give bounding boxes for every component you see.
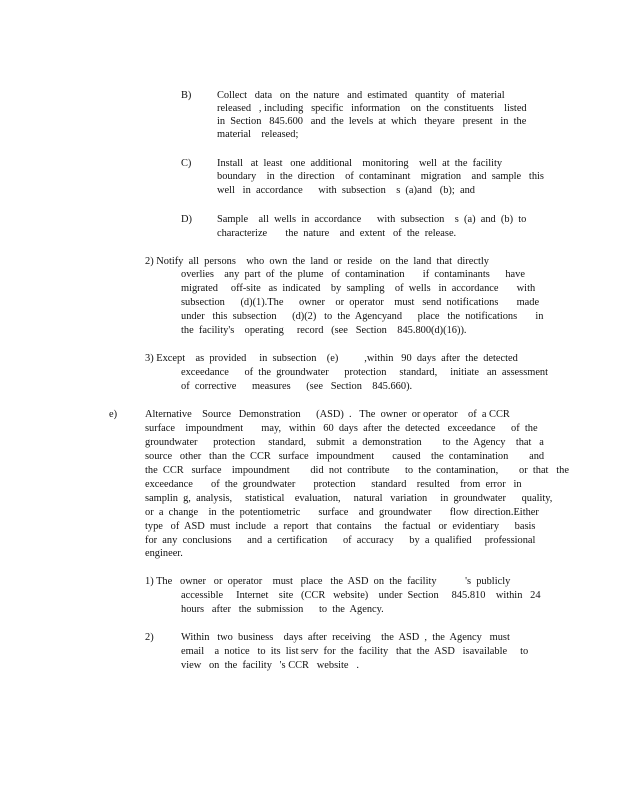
text-line: source other than the CCR surface impoundment caused the contamination and <box>145 451 545 462</box>
text-line: Install at least one additional monitoring well at the facility <box>217 158 503 169</box>
item-asd-2-label: 2) <box>145 632 154 643</box>
text-line: 3) Except as provided in subsection (e) ,within 90 days after the detected <box>145 353 518 364</box>
text-line: under this subsection (d)(2) to the Agencyand place the notifications in <box>181 311 544 322</box>
text-line: 1) The owner or operator must place the ASD on the facility 's publicly <box>145 576 511 587</box>
text-line: exceedance of the groundwater protection standard resulted from error in <box>145 479 522 490</box>
text-line: groundwater protection standard, submit a demonstration to the Agency that a <box>145 437 544 448</box>
text-line: Within two business days after receiving the ASD , the Agency must <box>181 632 510 643</box>
text-line: boundary in the direction of contaminant migration and sample this <box>217 171 544 182</box>
text-line: of corrective measures (see Section 845.660). <box>181 381 413 392</box>
text-line: well in accordance with subsection s (a)and (b); and <box>217 185 475 196</box>
text-line: exceedance of the groundwater protection standard, initiate an assessment <box>181 367 549 378</box>
text-line: hours after the submission to the Agency. <box>181 604 384 615</box>
item-b-label: B) <box>181 90 192 101</box>
text-line: migrated off-site as indicated by sampling of wells in accordance with <box>181 283 536 294</box>
text-line: subsection (d)(1).The owner or operator must send notifications made <box>181 297 540 308</box>
text-line: characterize the nature and extent of the release. <box>217 228 457 239</box>
text-line: the CCR surface impoundment did not contribute to the contamination, or that the <box>145 465 569 476</box>
text-line: released , including specific information on the constituents listed <box>217 103 527 114</box>
text-line: or a change in the potentiometric surface and groundwater flow direction.Either <box>145 507 539 518</box>
text-line: material released; <box>217 129 299 140</box>
text-line: view on the facility 's CCR website . <box>181 660 359 671</box>
text-line: email a notice to its list serv for the facility that the ASD isavailable to <box>181 646 529 657</box>
text-line: surface impoundment may, within 60 days after the detected exceedance of the <box>145 423 538 434</box>
text-line: type of ASD must include a report that contains the factual or evidentiary basis <box>145 521 536 532</box>
text-line: for any conclusions and a certification of accuracy by a qualified professional <box>145 535 536 546</box>
text-line: 2) Notify all persons who own the land or reside on the land that directly <box>145 256 489 267</box>
text-line: engineer. <box>145 548 183 559</box>
text-line: Collect data on the nature and estimated quantity of material <box>217 90 505 101</box>
item-d-label: D) <box>181 214 192 225</box>
text-line: Alternative Source Demonstration (ASD) . The owner or operator of a CCR <box>145 409 510 420</box>
text-line: the facility's operating record (see Section 845.800(d)(16)). <box>181 325 467 336</box>
item-c-label: C) <box>181 158 192 169</box>
text-line: in Section 845.600 and the levels at which theyare present in the <box>217 116 527 127</box>
text-line: Sample all wells in accordance with subsection s (a) and (b) to <box>217 214 527 225</box>
text-line: accessible Internet site (CCR website) under Section 845.810 within 24 <box>181 590 541 601</box>
item-e-label: e) <box>109 409 118 420</box>
text-line: samplin g, analysis, statistical evaluation, natural variation in groundwater quality, <box>145 493 553 504</box>
text-line: overlies any part of the plume of contamination if contaminants have <box>181 269 525 280</box>
